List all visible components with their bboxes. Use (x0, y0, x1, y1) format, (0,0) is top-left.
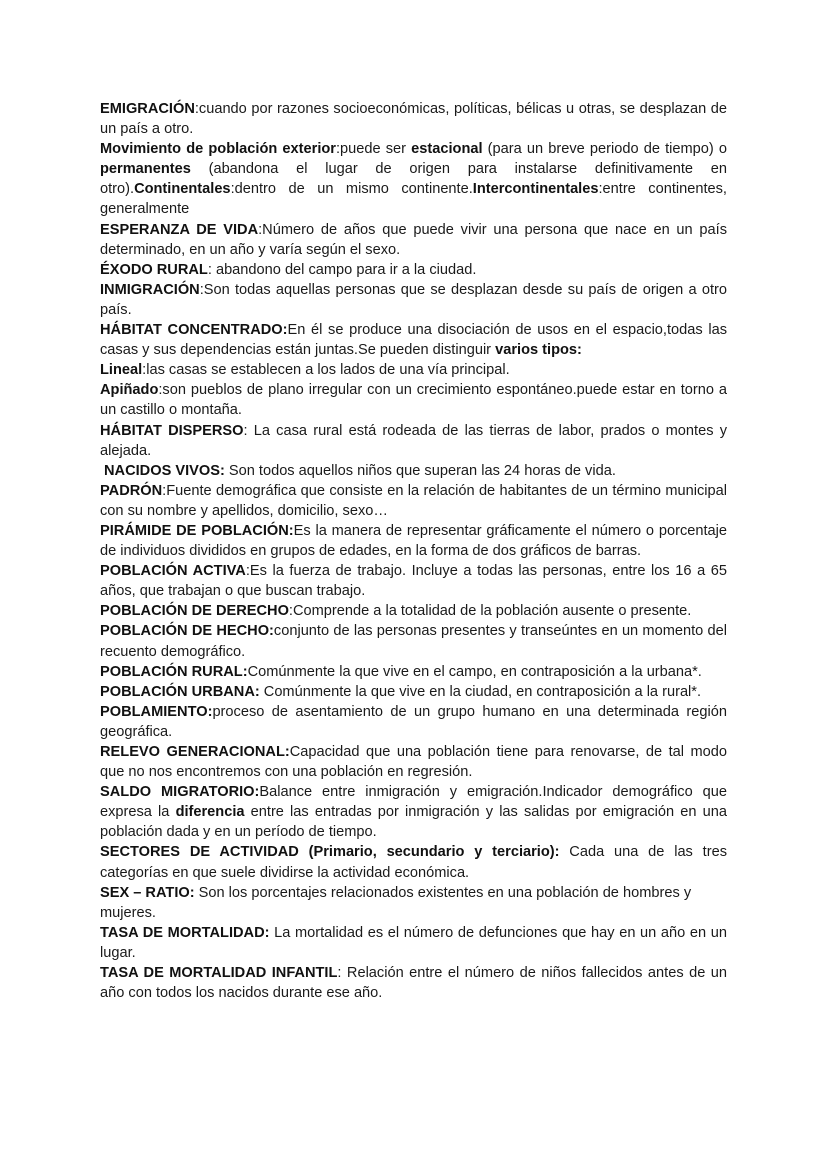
glossary-term: Continentales (134, 181, 231, 198)
glossary-term: POBLACIÓN RURAL: (100, 663, 248, 680)
glossary-term: TASA DE MORTALIDAD INFANTIL (100, 965, 338, 982)
glossary-definition: La mortalidad es el número de defunciones que hay en un año en un lugar. (100, 924, 727, 961)
glossary-definition: :son pueblos de plano irregular con un crecimiento espontáneo.puede estar en torno a un castillo o montaña. (100, 382, 727, 419)
glossary-definition: Comúnmente la que vive en la ciudad, en contraposición a la rural*. (259, 683, 702, 700)
glossary-definition: (abandona el lugar de origen para instalarse definitivamente en otro). (100, 161, 727, 198)
glossary-term: permanentes (100, 161, 191, 178)
glossary-definition: Comúnmente la que vive en el campo, en contraposición a la urbana*. (247, 663, 702, 680)
entry-poblamiento (100, 702, 727, 742)
entry-exodo-rural (100, 260, 727, 280)
glossary-term: PIRÁMIDE DE POBLACIÓN: (100, 522, 294, 539)
glossary-definition: :Comprende a la totalidad de la población ausente o presente. (288, 603, 692, 620)
glossary-term: HÁBITAT CONCENTRADO: (100, 322, 288, 339)
glossary-term: EMIGRACIÓN (100, 101, 195, 117)
entry-tasa-de-mortalidad-infantil (100, 963, 727, 1003)
glossary-definition: : Relación entre el número de niños fallecidos antes de un año con todos los nacidos durante ese año. (100, 965, 727, 1002)
glossary-definition: Es la manera de representar gráficamente el número o porcentaje de individuos divididos en grupos de edades, en la forma de dos gráficos de barras. (100, 522, 727, 560)
glossary-definition: (para un breve periodo de tiempo) o (482, 141, 727, 158)
glossary-definition: proceso de asentamiento de un grupo humano en una determinada región geográfica. (100, 703, 727, 740)
glossary-term: HÁBITAT DISPERSO (100, 422, 244, 439)
entry-tasa-de-mortalidad (100, 923, 727, 963)
glossary-term: Lineal (100, 362, 143, 379)
glossary-definition: :cuando por razones socioeconómicas, políticas, bélicas u otras, se desplazan de un país a otro. (100, 101, 727, 138)
glossary-term: SEX – RATIO: (100, 884, 195, 901)
glossary-definition: Cada una de las tres categorías en que suele dividirse la actividad económica. (100, 844, 727, 881)
glossary-definition: : La casa rural está rodeada de las tierras de labor, prados o montes y alejada. (100, 422, 727, 459)
glossary-definition: Capacidad que una población tiene para renovarse, de tal modo que no nos encontremos con una población en regresión. (100, 744, 728, 781)
glossary-term: varios tipos: (495, 342, 582, 359)
entry-sectores-de-actividad (100, 842, 727, 882)
glossary-term: estacional (411, 141, 483, 158)
glossary-term: ESPERANZA DE VIDA (100, 221, 259, 238)
glossary-definition: :entre continentes, generalmente (100, 181, 727, 218)
glossary-term: POBLACIÓN ACTIVA (100, 563, 246, 580)
glossary-definition: Son los porcentajes relacionados existentes en una población de hombres y mujeres. (100, 884, 692, 921)
glossary-definition: : abandono del campo para ir a la ciudad. (207, 261, 477, 278)
entry-emigracion (100, 99, 727, 139)
glossary-definition: En él se produce una disociación de usos en el espacio,todas las casas y sus dependencias están juntas.Se pueden distinguir (100, 322, 727, 359)
glossary-term: Intercontinentales (472, 181, 599, 198)
glossary-term: POBLAMIENTO: (100, 703, 213, 720)
entry-habitat-concentrado (100, 320, 727, 360)
glossary-term: NACIDOS VIVOS: (104, 462, 225, 479)
entry-nacidos-vivos (100, 461, 727, 481)
entry-movimiento-poblacion-exterior (100, 139, 727, 219)
glossary-term: POBLACIÓN DE HECHO: (100, 623, 274, 640)
glossary-term: POBLACIÓN URBANA: (100, 683, 260, 700)
entry-poblacion-rural (100, 662, 727, 682)
glossary-term: Movimiento de población exterior (100, 141, 336, 158)
entry-poblacion-urbana (100, 682, 727, 702)
entry-poblacion-de-hecho (100, 621, 727, 661)
glossary-definition: conjunto de las personas presentes y transeúntes en un momento del recuento demográfico. (100, 623, 727, 660)
glossary-term: Apiñado (100, 382, 159, 399)
glossary-definition: :puede ser (335, 141, 412, 158)
entry-habitat-disperso (100, 421, 727, 461)
glossary-term: ÉXODO RURAL (100, 261, 208, 278)
glossary-term: SALDO MIGRATORIO: (100, 784, 260, 801)
glossary-term: TASA DE MORTALIDAD: (100, 924, 270, 941)
entry-sex-ratio (100, 883, 727, 923)
entry-saldo-migratorio (100, 782, 727, 842)
glossary-term: diferencia (175, 804, 245, 821)
entry-inmigracion (100, 280, 727, 320)
glossary-definition: :Fuente demográfica que consiste en la relación de habitantes de un término municipal con su nombre y apellidos, domicilio, sexo… (100, 482, 727, 519)
glossary-definition: :Número de años que puede vivir una persona que nace en un país determinado, en un año y varía según el sexo. (100, 221, 728, 258)
glossary-definition: :Son todas aquellas personas que se desplazan desde su país de origen a otro país. (100, 281, 727, 318)
entry-relevo-generacional (100, 742, 727, 782)
glossary-definition: Balance entre inmigración y emigración.Indicador demográfico que expresa la (100, 784, 727, 821)
glossary-definition: :las casas se establecen a los lados de una vía principal. (142, 362, 510, 379)
glossary-term: POBLACIÓN DE DERECHO (100, 603, 289, 620)
entry-piramide-de-poblacion (100, 521, 727, 561)
glossary-term: SECTORES DE ACTIVIDAD (Primario, secundario y terciario): (100, 844, 560, 861)
entry-poblacion-activa (100, 561, 727, 601)
glossary-term: RELEVO GENERACIONAL: (100, 744, 290, 760)
glossary-definition: entre las entradas por inmigración y las salidas por emigración en una población dada y en un período de tiempo. (100, 804, 728, 841)
glossary-document (100, 99, 727, 1003)
glossary-term: INMIGRACIÓN (100, 281, 200, 298)
glossary-definition: Son todos aquellos niños que superan las 24 horas de vida. (224, 462, 616, 479)
entry-apinado (100, 380, 727, 420)
entry-esperanza-de-vida (100, 220, 727, 260)
glossary-definition: :dentro de un mismo continente. (230, 181, 473, 198)
entry-padron (100, 481, 727, 521)
glossary-definition: :Es la fuerza de trabajo. Incluye a todas las personas, entre los 16 a 65 años, que trabajan o que buscan trabajo. (100, 563, 727, 600)
glossary-term: PADRÓN (100, 482, 163, 499)
entry-lineal (100, 360, 727, 380)
entry-poblacion-de-derecho (100, 601, 727, 621)
